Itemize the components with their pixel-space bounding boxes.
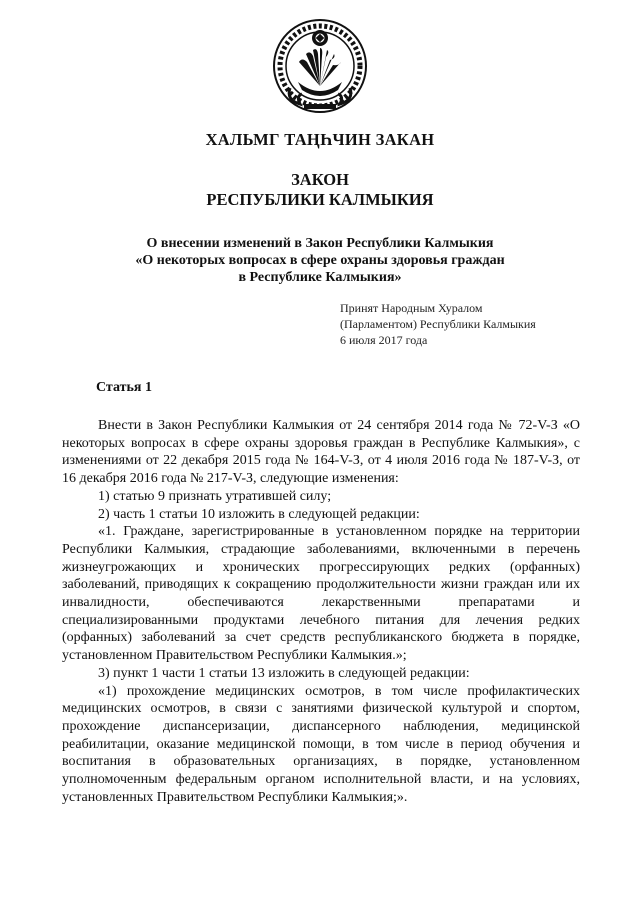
title-law: ЗАКОН bbox=[291, 170, 349, 189]
document-title-line2: «О некоторых вопросах в сфере охраны здоровья граждан bbox=[135, 253, 505, 268]
article-item-1: 1) статью 9 признать утратившей силу; bbox=[98, 488, 332, 504]
coat-of-arms-emblem bbox=[266, 16, 374, 116]
article-heading: Статья 1 bbox=[96, 380, 152, 395]
article-item-3: 3) пункт 1 части 1 статьи 13 изложить в следующей редакции: bbox=[98, 665, 470, 681]
article-item-2: 2) часть 1 статьи 10 изложить в следующей редакции: bbox=[98, 506, 420, 522]
article-intro: Внести в Закон Республики Калмыкия от 24 сентября 2014 года № 72-V-З «О некоторых вопросах в сфере охраны здоровья граждан в Республике Калмыкия», с изменениями от 22 декабря 2015 года № 164-V-З, от 4 июля 2016 года № 187-V-З, от 16 декабря 2016 года № 217-V-З, следующие изменения: bbox=[62, 418, 580, 487]
emblem-svg bbox=[266, 16, 374, 116]
document-title-line1: О внесении изменений в Закон Республики Калмыкия bbox=[146, 236, 494, 251]
document-title bbox=[0, 235, 640, 286]
title-kalmyk: ХАЛЬМГ ТАҢҺЧИН ЗАКАН bbox=[205, 130, 435, 149]
title-republic: РЕСПУБЛИКИ КАЛМЫКИЯ bbox=[206, 190, 434, 209]
adoption-line2: (Парламентом) Республики Калмыкия bbox=[340, 317, 536, 331]
document-title-line3: в Республике Калмыкия» bbox=[238, 270, 402, 285]
adoption-line3: 6 июля 2017 года bbox=[340, 333, 428, 347]
article-item-2-quote: «1. Граждане, зарегистрированные в установленном порядке на территории Республики Калмыкия, страдающие заболеваниями, включенными в перечень жизнеугрожающих и хронических прогрессирующих редких (орфанных) заболеваний, приводящих к сокращению продолжительности жизни граждан или их инвалидности, обеспечиваются лекарственными препаратами и специализированными продуктами лечебного питания для лечения редких (орфанных) заболеваний за счет средств республиканского бюджета в порядке, установленном Правительством Республики Калмыкия.»; bbox=[62, 524, 580, 664]
adoption-line1: Принят Народным Хуралом bbox=[340, 301, 483, 315]
title-law-block bbox=[0, 170, 640, 210]
article-item-3-quote: «1) прохождение медицинских осмотров, в том числе профилактических медицинских осмотров, в связи с занятиями физической культурой и спортом, прохождение диспансеризации, диспансерного наблюдения, медицинской реабилитации, оказание медицинской помощи, в том числе в период обучения и воспитания в образовательных организациях, в порядке, установленном уполномоченным федеральным органом исполнительной власти, и на условиях, установленных Правительством Республики Калмыкия;». bbox=[62, 683, 580, 805]
adoption-note bbox=[340, 300, 620, 348]
article-body bbox=[62, 417, 580, 806]
